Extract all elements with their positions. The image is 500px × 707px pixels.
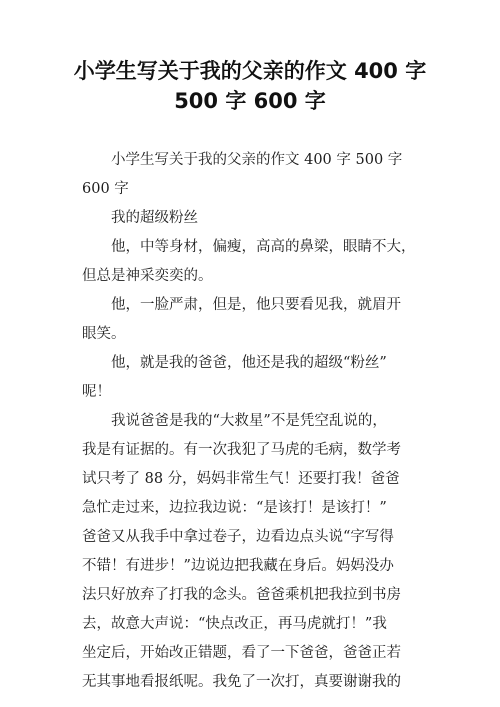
text-line: 他，就是我的爸爸，他还是我的超级“粉丝” [111,355,387,371]
paragraph-heading [82,146,422,204]
text-line: 我说爸爸是我的“大救星”不是凭空乱说的， [111,413,387,429]
text-line: 法只好放弃了打我的念头。爸爸乘机把我拉到书房 [82,587,401,603]
paragraph-subtitle [82,204,422,233]
paragraph [82,407,422,697]
text-line: 他，一脸严肃，但是，他只要看见我，就眉开 [111,297,401,313]
text-line: 呢！ [82,384,111,400]
text-line: 爸爸又从我手中拿过卷子，边看边点头说“字写得 [82,529,394,545]
text-line: 600 字 [82,181,129,197]
text-line: 去，故意大声说：“快点改正，再马虎就打！”我 [82,616,387,632]
paragraph [82,291,422,349]
title-line-2: 500 字 600 字 [174,89,326,113]
paragraph [82,233,422,291]
essay-body [82,146,422,697]
text-line: 试只考了 88 分，妈妈非常生气！还要打我！爸爸 [82,471,400,487]
document-title [20,56,480,116]
text-line: 我的超级粉丝 [111,210,198,226]
text-line: 小学生写关于我的父亲的作文 400 字 500 字 [111,152,403,168]
text-line: 眼笑。 [82,326,126,342]
text-line: 但总是神采奕奕的。 [82,268,213,284]
text-line: 我是有证据的。有一次我犯了马虎的毛病，数学考 [82,442,401,458]
text-line: 不错！有进步！”边说边把我藏在身后。妈妈没办 [82,558,394,574]
paragraph [82,349,422,407]
title-line-1: 小学生写关于我的父亲的作文 400 字 [73,59,427,83]
text-line: 坐定后，开始改正错题，看了一下爸爸，爸爸正若 [82,645,401,661]
text-line: 急忙走过来，边拉我边说：“是该打！是该打！” [82,500,387,516]
text-line: 他，中等身材，偏瘦，高高的鼻梁，眼睛不大， [111,239,416,255]
text-line: 无其事地看报纸呢。我免了一次打，真要谢谢我的 [82,674,401,690]
